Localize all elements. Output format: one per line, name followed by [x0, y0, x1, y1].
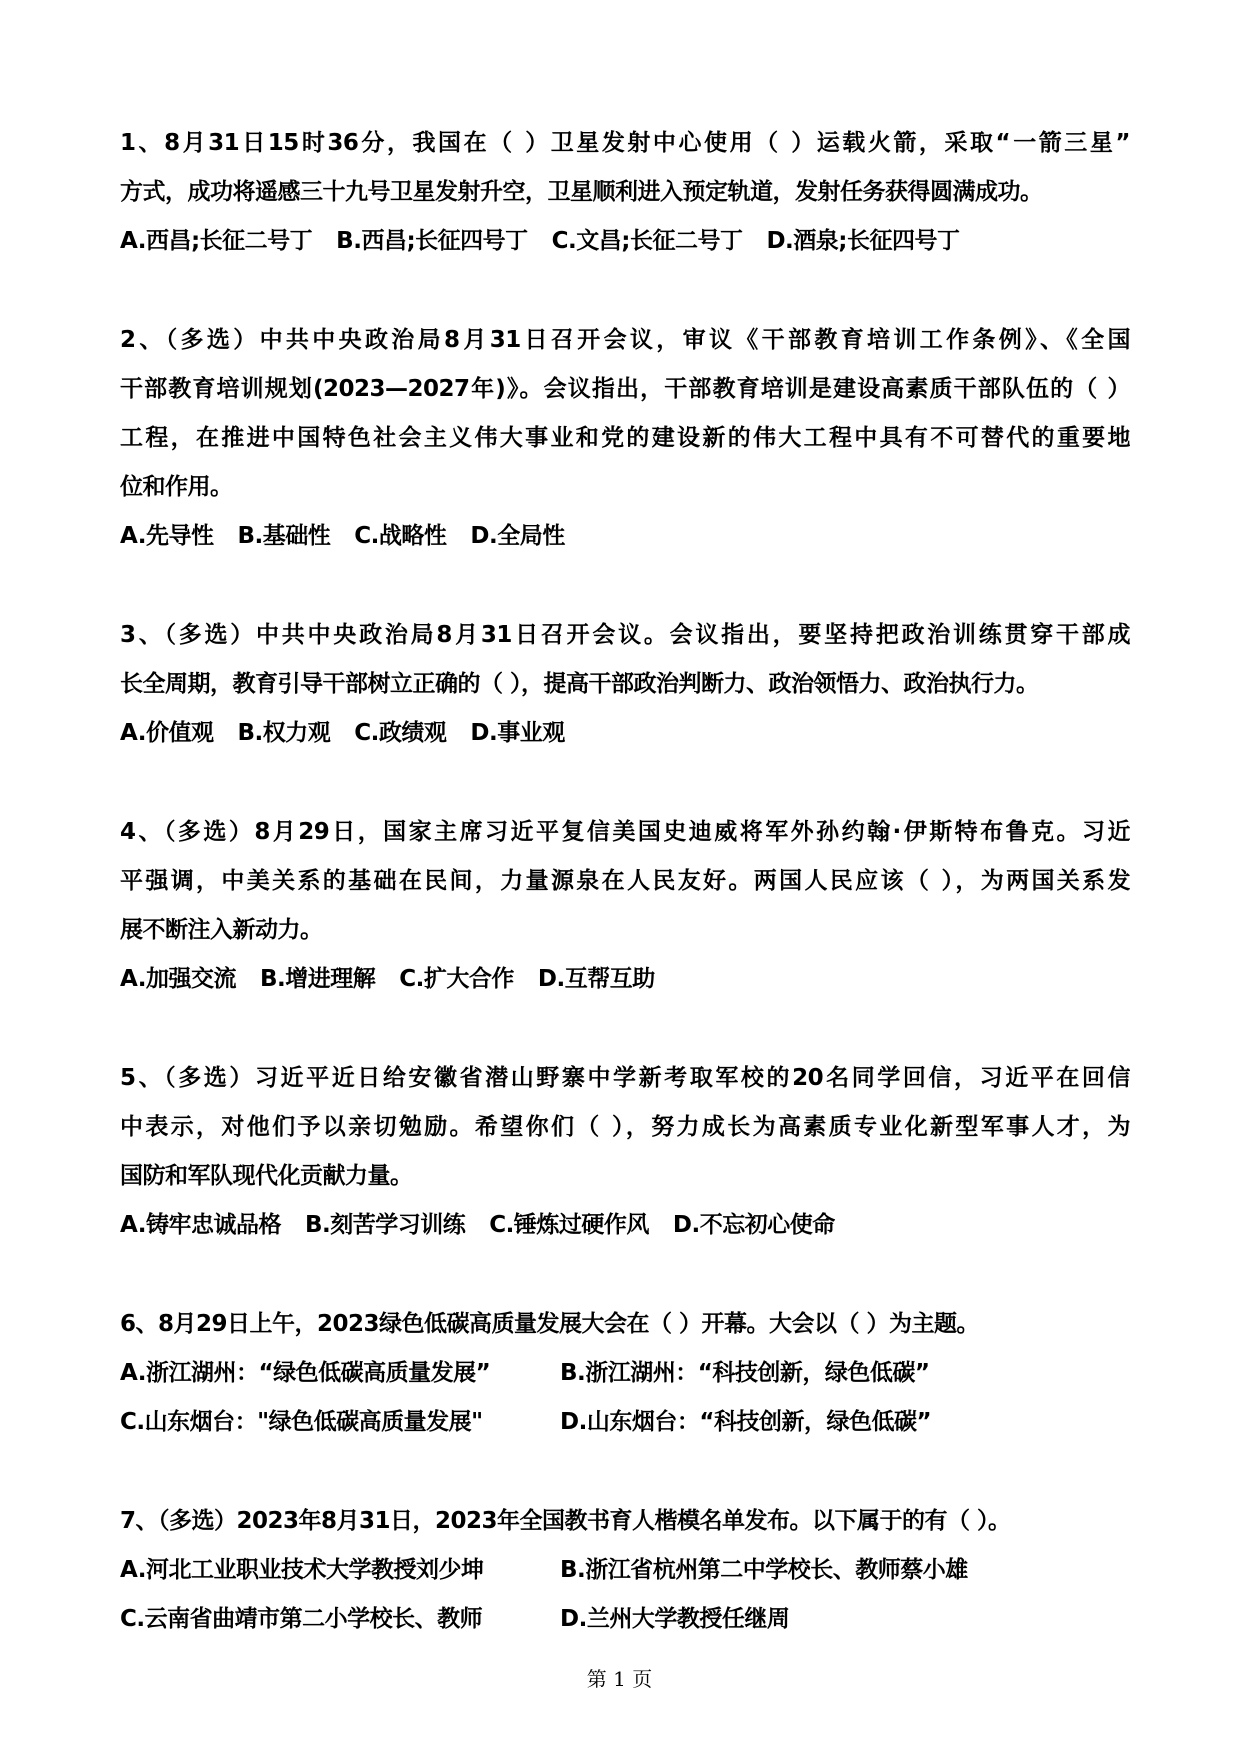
question-text-line: 中表示，对他们予以亲切勉励。希望你们（ ），努力成长为高素质专业化新型军事人才，为	[120, 1114, 1130, 1140]
question-text-line: 干部教育培训规划(2023—2027年)》。会议指出，干部教育培训是建设高素质干部队伍的（ ）	[120, 376, 1130, 402]
answer-option: C.山东烟台："绿色低碳高质量发展"	[120, 1409, 483, 1435]
question-text-line: 3、（多选）中共中央政治局8月31日召开会议。会议指出，要坚持把政治训练贯穿干部成	[120, 622, 1130, 648]
answer-option: B.刻苦学习训练	[304, 1212, 466, 1238]
answer-option: A.先导性	[120, 523, 214, 549]
options-row	[120, 1595, 1130, 1644]
options-row	[120, 512, 1130, 561]
question-text-line: 6、8月29日上午，2023绿色低碳高质量发展大会在（ ）开幕。大会以（ ）为主题。	[120, 1311, 980, 1337]
options-row	[120, 1201, 1130, 1250]
answer-option: A.浙江湖州：“绿色低碳高质量发展”	[120, 1360, 491, 1386]
question-text-line: 7、（多选）2023年8月31日，2023年全国教书育人楷模名单发布。以下属于的有（ ）。	[120, 1508, 1011, 1534]
question-3	[120, 611, 1130, 758]
question-text-line: 1、8月31日15时36分，我国在（ ）卫星发射中心使用（ ）运载火箭，采取“一箭三星”	[120, 130, 1130, 156]
answer-option: D.酒泉;长征四号丁	[766, 228, 960, 254]
answer-option: A.价值观	[120, 720, 214, 746]
page-number: 第 1 页	[586, 1667, 653, 1691]
answer-option: B.增进理解	[259, 966, 376, 992]
answer-option: A.铸牢忠诚品格	[120, 1212, 281, 1238]
options-row	[120, 1546, 1130, 1595]
question-4	[120, 808, 1130, 1004]
options-row	[120, 955, 1130, 1004]
question-text-line: 方式，成功将遥感三十九号卫星发射升空，卫星顺利进入预定轨道，发射任务获得圆满成功。	[120, 179, 1043, 205]
answer-option: D.兰州大学教授任继周	[560, 1606, 790, 1632]
answer-option: C.战略性	[354, 523, 447, 549]
question-text-line: 展不断注入新动力。	[120, 917, 323, 943]
answer-option: B.基础性	[237, 523, 331, 549]
question-2	[120, 316, 1130, 561]
question-text-line: 国防和军队现代化贡献力量。	[120, 1163, 413, 1189]
question-text-line: 平强调，中美关系的基础在民间，力量源泉在人民友好。两国人民应该（ ），为两国关系发	[120, 868, 1130, 894]
answer-option: B.浙江湖州：“科技创新，绿色低碳”	[560, 1360, 930, 1386]
answer-option: B.西昌;长征四号丁	[336, 228, 528, 254]
question-6	[120, 1300, 1130, 1447]
options-row	[120, 217, 1130, 266]
answer-option: D.全局性	[470, 523, 565, 549]
answer-option: C.云南省曲靖市第二小学校长、教师	[120, 1606, 483, 1632]
question-text-line: 长全周期，教育引导干部树立正确的（ ），提高干部政治判断力、政治领悟力、政治执行力。	[120, 671, 1039, 697]
answer-option: C.文昌;长征二号丁	[551, 228, 743, 254]
answer-option: B.权力观	[237, 720, 331, 746]
question-text-line: 4、（多选）8月29日，国家主席习近平复信美国史迪威将军外孙约翰·伊斯特布鲁克。习近	[120, 819, 1130, 845]
answer-option: D.不忘初心使命	[672, 1212, 835, 1238]
answer-option: D.互帮互助	[537, 966, 655, 992]
options-row	[120, 1349, 1130, 1398]
question-1	[120, 119, 1130, 266]
question-text-line: 2、（多选）中共中央政治局8月31日召开会议，审议《干部教育培训工作条例》、《全国	[120, 327, 1130, 353]
options-row	[120, 1398, 1130, 1447]
answer-option: D.山东烟台：“科技创新，绿色低碳”	[560, 1409, 932, 1435]
answer-option: C.政绩观	[354, 720, 447, 746]
answer-option: C.锤炼过硬作风	[489, 1212, 649, 1238]
question-7	[120, 1497, 1130, 1644]
answer-option: C.扩大合作	[399, 966, 514, 992]
document-page	[120, 119, 1130, 1694]
options-row	[120, 709, 1130, 758]
answer-option: A.加强交流	[120, 966, 236, 992]
question-text-line: 5、（多选）习近平近日给安徽省潜山野寨中学新考取军校的20名同学回信，习近平在回信	[120, 1065, 1130, 1091]
question-text-line: 工程，在推进中国特色社会主义伟大事业和党的建设新的伟大工程中具有不可替代的重要地	[120, 425, 1130, 451]
question-text-line: 位和作用。	[120, 474, 233, 500]
answer-option: A.河北工业职业技术大学教授刘少坤	[120, 1557, 484, 1583]
answer-option: B.浙江省杭州第二中学校长、教师蔡小雄	[560, 1557, 968, 1583]
answer-option: A.西昌;长征二号丁	[120, 228, 313, 254]
answer-option: D.事业观	[470, 720, 565, 746]
question-5	[120, 1054, 1130, 1250]
